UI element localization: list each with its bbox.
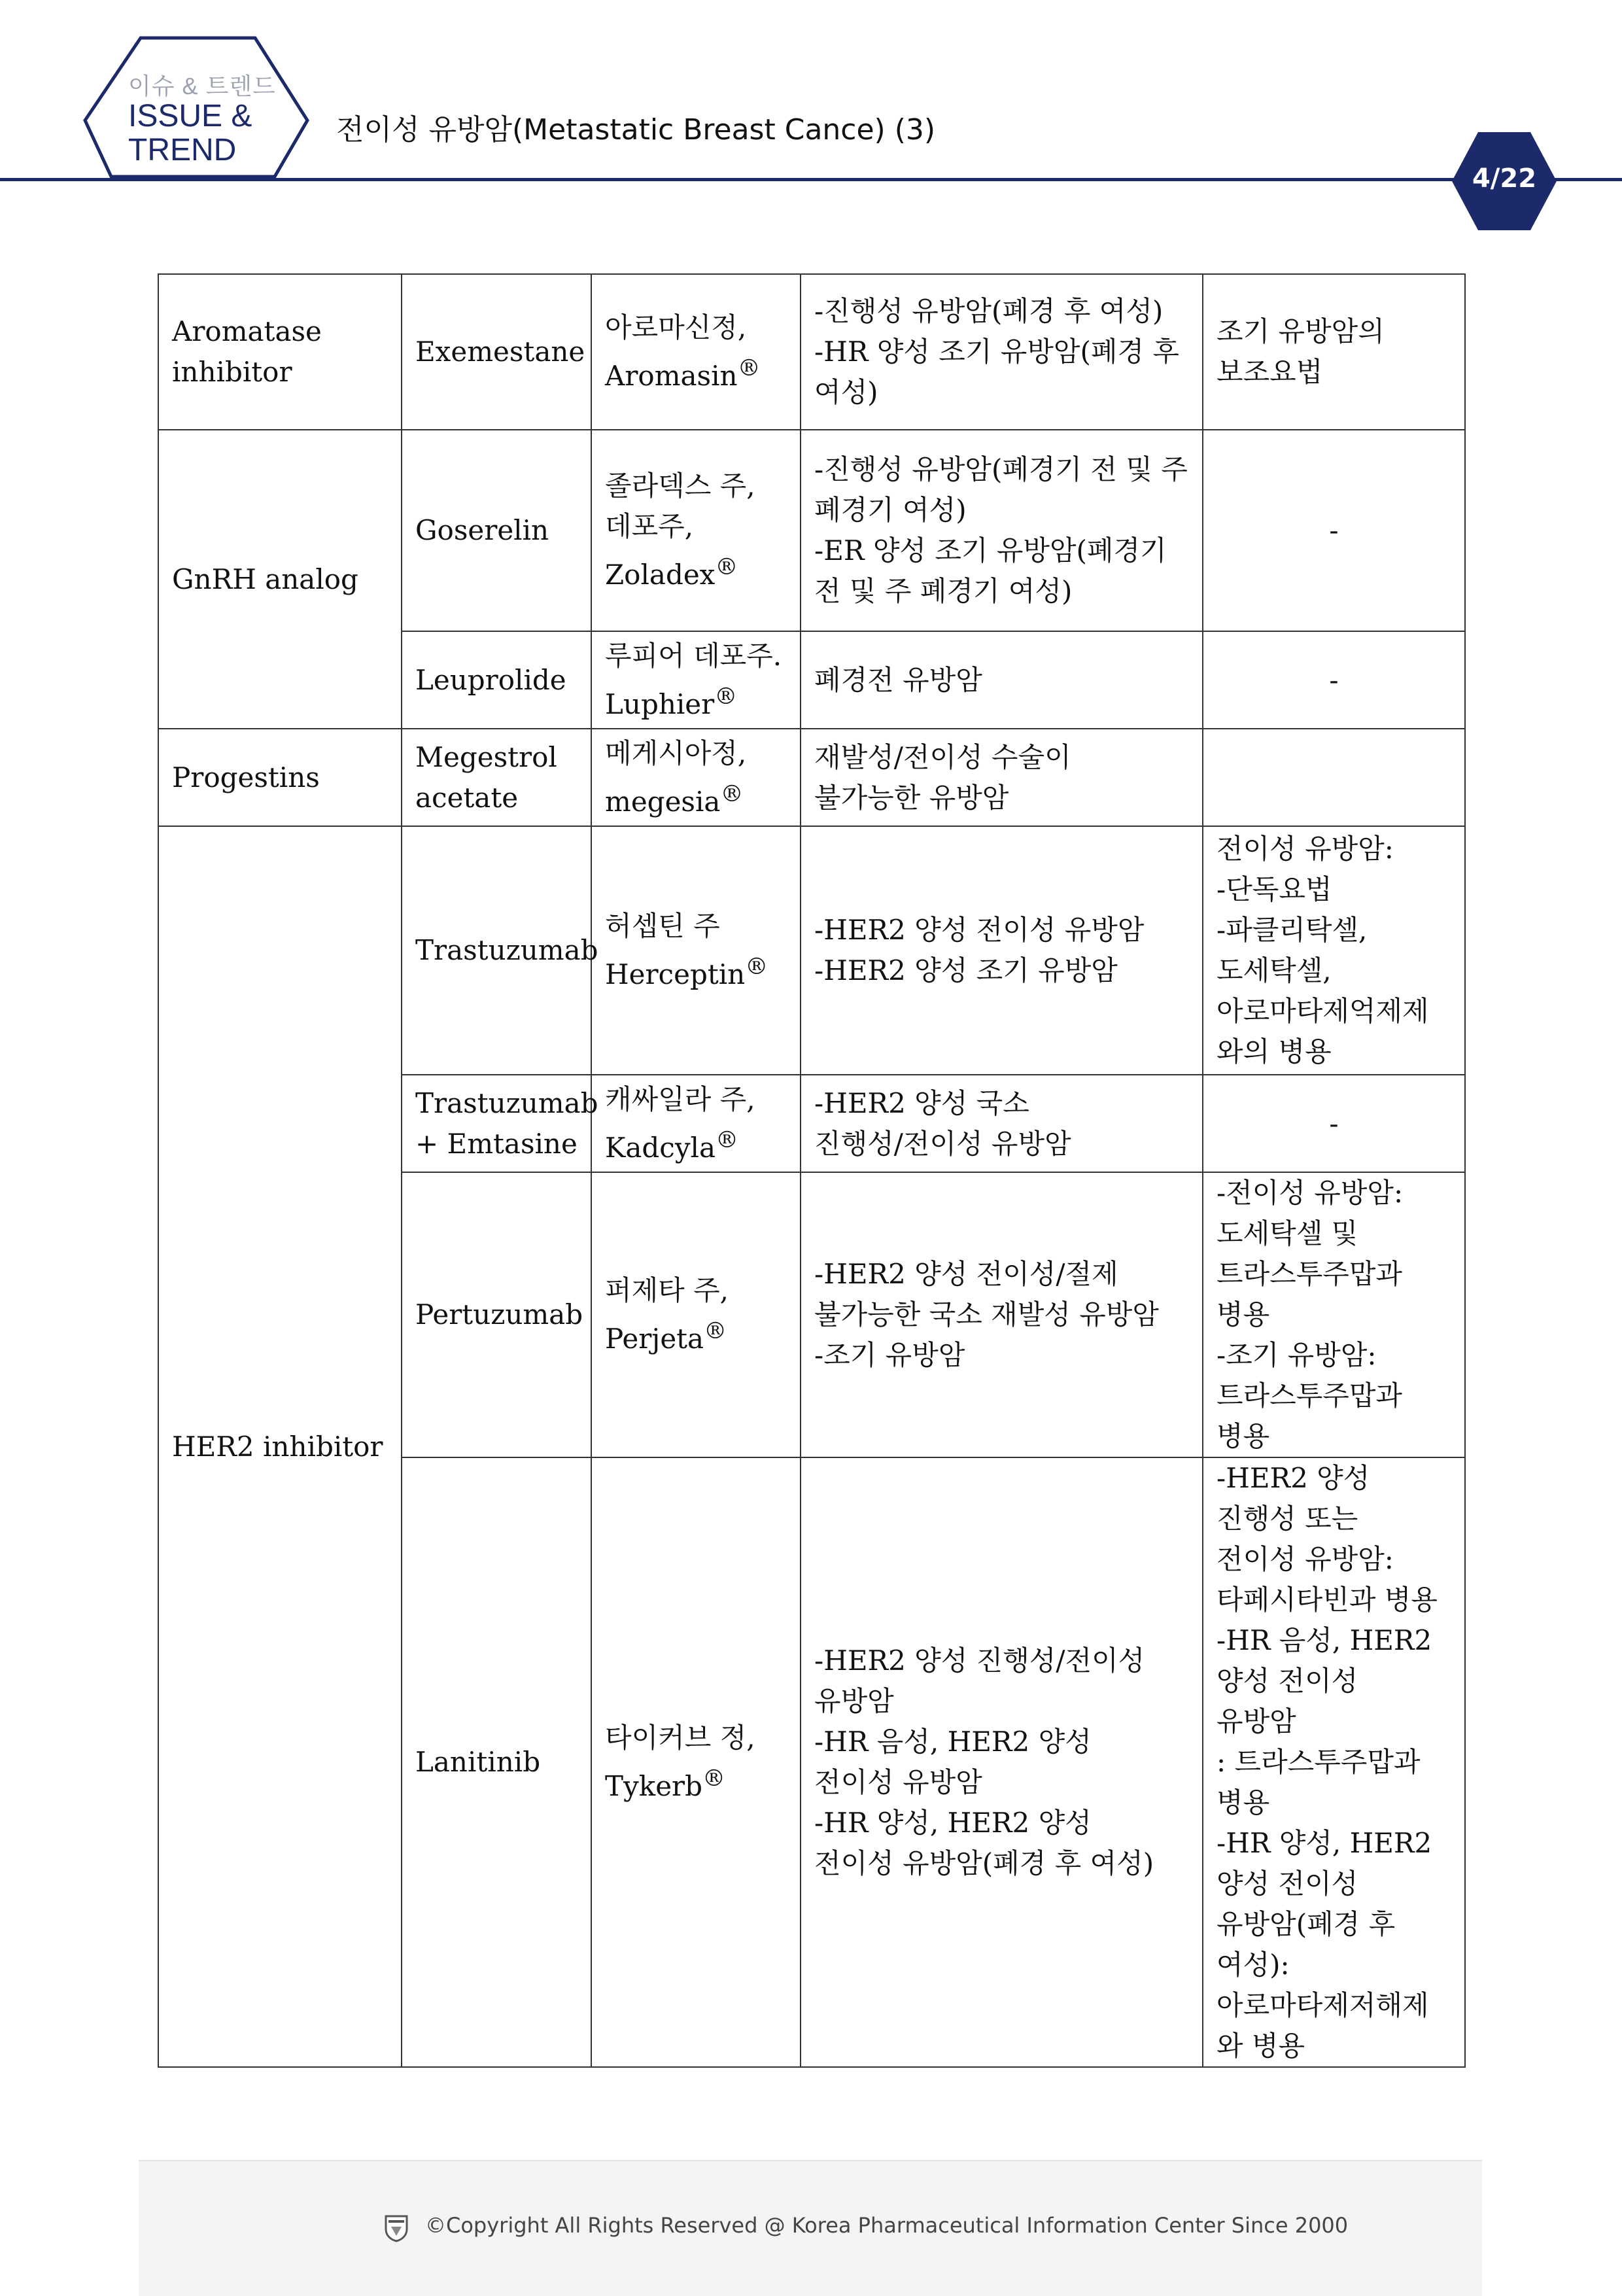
copyright-text: ©Copyright All Rights Reserved @ Korea Pharmaceutical Information Center Since 2000: [425, 2213, 1349, 2238]
indication-cell: 폐경전 유방암: [801, 631, 1203, 729]
generic-cell: Trastuzumab + Emtasine: [402, 1075, 591, 1172]
page-number: 4/22: [1472, 164, 1537, 194]
brand-cell: 퍼제타 주, Perjeta®: [591, 1172, 801, 1457]
generic-cell: Exemestane: [402, 274, 591, 430]
registered-mark: ®: [716, 1126, 739, 1153]
drug-table: [158, 273, 1466, 2068]
page-title: 전이성 유방암(Metastatic Breast Cance) (3): [336, 113, 936, 147]
registered-mark: ®: [715, 554, 738, 580]
registered-mark: ®: [737, 355, 761, 381]
header-divider: [0, 178, 1622, 181]
registered-mark: ®: [704, 1318, 727, 1344]
indication-cell: -진행성 유방암(폐경 후 여성) -HR 양성 조기 유방암(폐경 후 여성): [801, 274, 1203, 430]
badge-line-1: ISSUE &: [128, 99, 252, 133]
brand-cell: 캐싸일라 주, Kadcyla®: [591, 1075, 801, 1172]
brand-cell: 루피어 데포주. Luphier®: [591, 631, 801, 729]
note-cell: 전이성 유방암: -단독요법 -파클리탁셀, 도세탁셀, 아로마타제억제제 와의 병용: [1203, 826, 1465, 1075]
indication-cell: -진행성 유방암(폐경기 전 및 주 폐경기 여성) -ER 양성 조기 유방암(폐경기 전 및 주 폐경기 여성): [801, 430, 1203, 631]
generic-cell: Megestrol acetate: [402, 729, 591, 826]
class-cell: Aromatase inhibitor: [158, 274, 402, 430]
note-cell: -: [1203, 1075, 1465, 1172]
brand-cell: 허셉틴 주 Herceptin®: [591, 826, 801, 1075]
registered-mark: ®: [745, 954, 768, 980]
issue-trend-label: [128, 73, 311, 167]
brand-cell: 졸라덱스 주, 데포주, Zoladex®: [591, 430, 801, 631]
brand-cell: 아로마신정, Aromasin®: [591, 274, 801, 430]
note-cell: -: [1203, 430, 1465, 631]
generic-cell: Trastuzumab: [402, 826, 591, 1075]
table-row: [158, 430, 1465, 631]
generic-cell: Lanitinib: [402, 1457, 591, 2067]
indication-cell: -HER2 양성 전이성 유방암 -HER2 양성 조기 유방암: [801, 826, 1203, 1075]
generic-cell: Goserelin: [402, 430, 591, 631]
registered-mark: ®: [720, 780, 744, 807]
table-row: [158, 274, 1465, 430]
note-cell: [1203, 729, 1465, 826]
note-cell: 조기 유방암의 보조요법: [1203, 274, 1465, 430]
class-cell: HER2 inhibitor: [158, 826, 402, 2067]
indication-cell: 재발성/전이성 수술이 불가능한 유방암: [801, 729, 1203, 826]
badge-line-2: TREND: [128, 133, 237, 167]
table-row: [158, 729, 1465, 826]
class-cell: GnRH analog: [158, 430, 402, 729]
generic-cell: Pertuzumab: [402, 1172, 591, 1457]
brand-cell: 타이커브 정, Tykerb®: [591, 1457, 801, 2067]
table-row: [158, 826, 1465, 1075]
badge-small-text: 이슈 & 트렌드: [128, 73, 276, 99]
registered-mark: ®: [714, 683, 738, 710]
note-cell: -HER2 양성 진행성 또는 전이성 유방암: 타페시타빈과 병용 -HR 음성, HER2 양성 전이성 유방암 : 트라스투주맙과 병용 -HR 양성, HER2 양성 전이성 유방암(폐경 후 여성): 아로마타제저해제 와 병용: [1203, 1457, 1465, 2067]
kpic-shield-logo-icon: [383, 2214, 409, 2242]
indication-cell: -HER2 양성 전이성/절제 불가능한 국소 재발성 유방암 -조기 유방암: [801, 1172, 1203, 1457]
brand-cell: 메게시아정, megesia®: [591, 729, 801, 826]
note-cell: -: [1203, 631, 1465, 729]
indication-cell: -HER2 양성 진행성/전이성 유방암 -HR 음성, HER2 양성 전이성 유방암 -HR 양성, HER2 양성 전이성 유방암(폐경 후 여성): [801, 1457, 1203, 2067]
class-cell: Progestins: [158, 729, 402, 826]
generic-cell: Leuprolide: [402, 631, 591, 729]
registered-mark: ®: [702, 1765, 726, 1792]
indication-cell: -HER2 양성 국소 진행성/전이성 유방암: [801, 1075, 1203, 1172]
note-cell: -전이성 유방암: 도세탁셀 및 트라스투주맙과 병용 -조기 유방암: 트라스투주맙과 병용: [1203, 1172, 1465, 1457]
